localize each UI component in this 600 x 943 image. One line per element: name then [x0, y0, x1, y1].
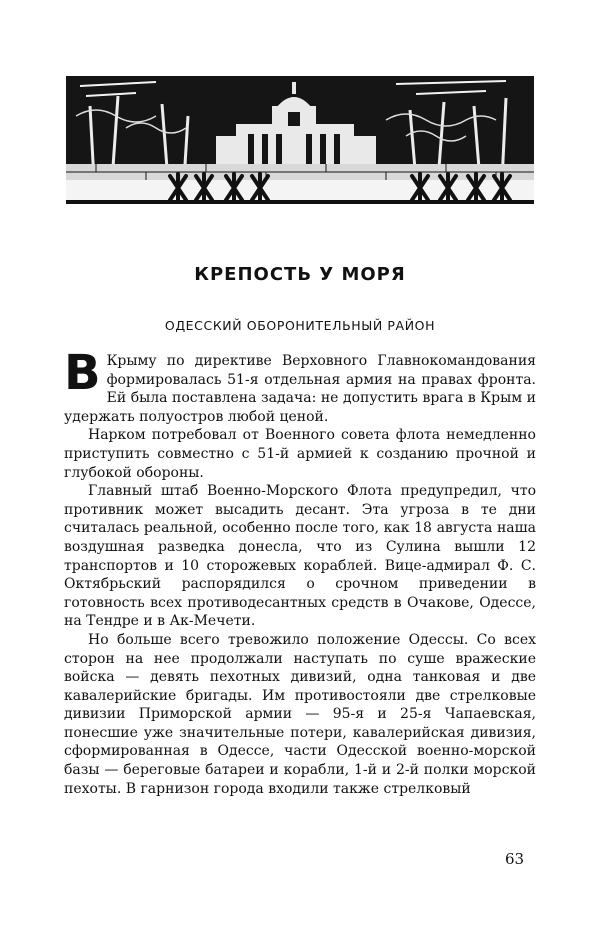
body-text: [64, 345, 536, 798]
paragraph-1-text: Крыму по директиве Верховного Главнокомандования формировалась 51-я отдельная армия на правах фронта. Ей была поставлена задача: не допустить врага в Крым и удержать полуостров любой ценой.: [64, 353, 536, 425]
paragraph-2: Нарком потребовал от Военного совета флота немедленно приступить совместно с 51-й армией к созданию прочной и глубокой обороны.: [64, 427, 536, 481]
paragraph-4: Но больше всего тревожило положение Одессы. Со всех сторон на нее продолжали наступать по суше вражеские войска — девять пехотных дивизий, одна танковая и две кавалерийские бригады. Им противостояли две стрелковые дивизии Приморской армии — 95-я и 25-я Чапаевская, понесшие уже значительные потери, кавалерийская дивизия, сформированная в Одессе, части Одесской военно-морской базы — береговые батареи и корабли, 1-й и 2-й полки морской пехоты. В гарнизон города входили также стрелковый: [64, 631, 536, 797]
paragraph-3: Главный штаб Военно-Морского Флота предупредил, что противник может высадить десант. Эта угроза в те дни считалась реальной, особенно после того, как 18 августа наша воздушная разведка донесла, что из Сулина вышли 12 транспортов и 10 сторожевых кораблей. Вице-адмирал Ф. С. Октябрьский распорядился о срочном приведении в готовность всех противодесантных средств в Очакове, Одессе, на Тендре и в Ак-Мечети.: [64, 483, 536, 630]
page-number: 63: [505, 850, 525, 868]
paragraph-1: [64, 345, 536, 426]
section-title: ОДЕССКИЙ ОБОРОНИТЕЛЬНЫЙ РАЙОН: [164, 318, 436, 333]
dropcap-letter: В: [64, 345, 101, 401]
chapter-title: КРЕПОСТЬ У МОРЯ: [194, 264, 406, 285]
fortress-woodcut-illustration: [66, 76, 534, 204]
